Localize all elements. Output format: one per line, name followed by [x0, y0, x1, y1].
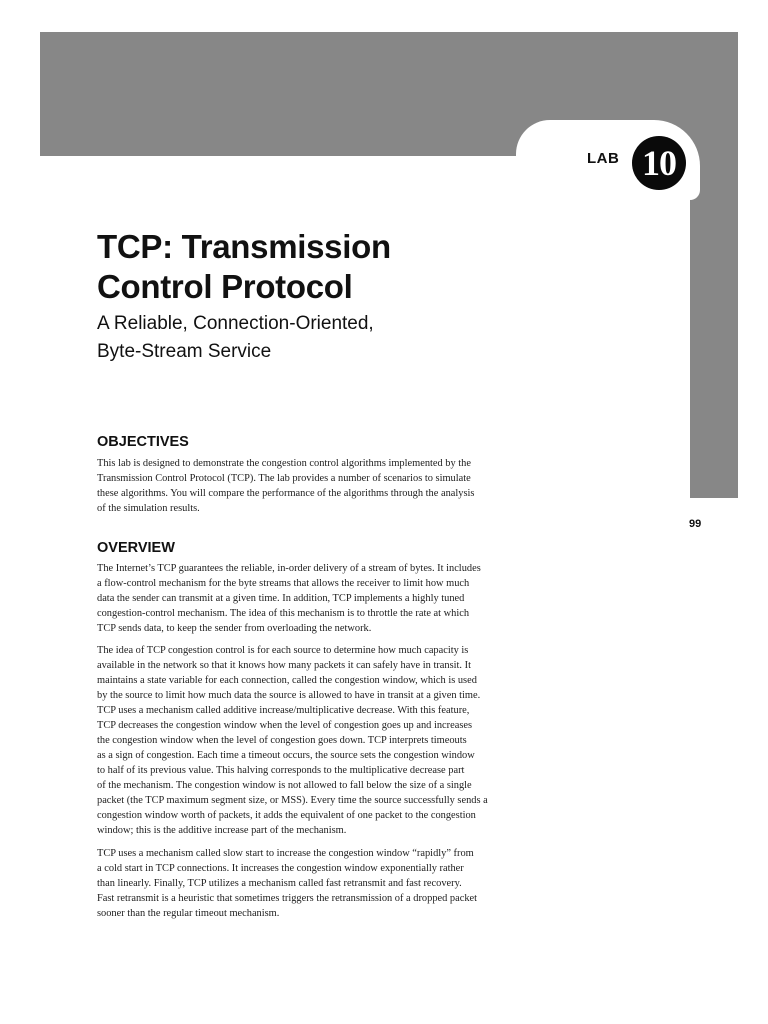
lab-label: LAB: [587, 150, 620, 167]
overview-p1-line: TCP sends data, to keep the sender from overloading the network.: [97, 623, 372, 634]
overview-heading: OVERVIEW: [97, 540, 175, 556]
page-number: 99: [689, 518, 702, 530]
overview-p2-line: to half of its previous value. This halving corresponds to the multiplicative decrease part: [97, 765, 465, 776]
overview-p2-line: congestion window worth of packets, it adds the equivalent of one packet to the congestion: [97, 810, 476, 821]
overview-p2-line: the congestion window when the level of congestion goes down. TCP interprets timeouts: [97, 735, 467, 746]
objectives-text-line: Transmission Control Protocol (TCP). The lab provides a number of scenarios to simulate: [97, 473, 471, 484]
objectives-text-line: these algorithms. You will compare the performance of the algorithms through the analysis: [97, 488, 475, 499]
page-subtitle-line-1: A Reliable, Connection-Oriented,: [97, 313, 374, 334]
overview-p2-line: by the source to limit how much data the source is allowed to have in transit at a given time.: [97, 690, 481, 701]
overview-p2-line: as a sign of congestion. Each time a timeout occurs, the source sets the congestion window: [97, 750, 475, 761]
page-subtitle-line-2: Byte-Stream Service: [97, 341, 272, 362]
overview-p1-line: The Internet’s TCP guarantees the reliable, in-order delivery of a stream of bytes. It includes: [97, 563, 481, 574]
side-tab-bar: [690, 32, 738, 498]
objectives-text-line: This lab is designed to demonstrate the congestion control algorithms implemented by the: [97, 458, 471, 469]
lab-number-badge: 10: [632, 136, 686, 190]
overview-p2-line: maintains a state variable for each connection, called the congestion window, which is used: [97, 675, 477, 686]
overview-p3-line: than linearly. Finally, TCP utilizes a mechanism called fast retransmit and fast recovery.: [97, 878, 462, 889]
overview-p1-line: data the sender can transmit at a given time. In addition, TCP implements a highly tuned: [97, 593, 465, 604]
overview-p2-line: window; this is the additive increase part of the mechanism.: [97, 825, 347, 836]
overview-p2-line: TCP decreases the congestion window when the level of congestion goes up and increases: [97, 720, 473, 731]
overview-p3-line: Fast retransmit is a heuristic that sometimes triggers the retransmission of a dropped packet: [97, 893, 478, 904]
overview-p3-line: a cold start in TCP connections. It increases the congestion window exponentially rather: [97, 863, 464, 874]
overview-p3-line: sooner than the regular timeout mechanism.: [97, 908, 280, 919]
overview-p2-line: available in the network so that it knows how many packets it can safely have in transit. It: [97, 660, 471, 671]
overview-p1-line: a flow-control mechanism for the byte streams that allows the receiver to limit how much: [97, 578, 470, 589]
page-title-line-2: Control Protocol: [97, 268, 353, 305]
overview-p2-line: The idea of TCP congestion control is for each source to determine how much capacity is: [97, 645, 469, 656]
overview-p1-line: congestion-control mechanism. The idea of this mechanism is to throttle the rate at which: [97, 608, 470, 619]
objectives-heading: OBJECTIVES: [97, 434, 189, 450]
overview-p2-line: of the mechanism. The congestion window is not allowed to fall below the size of a single: [97, 780, 472, 791]
overview-p2-line: packet (the TCP maximum segment size, or MSS). Every time the source successfully sends a: [97, 795, 488, 806]
page-title-line-1: TCP: Transmission: [97, 228, 391, 265]
overview-p3-line: TCP uses a mechanism called slow start to increase the congestion window “rapidly” from: [97, 848, 474, 859]
overview-p2-line: TCP uses a mechanism called additive increase/multiplicative decrease. With this feature,: [97, 705, 470, 716]
objectives-text-line: of the simulation results.: [97, 503, 200, 514]
